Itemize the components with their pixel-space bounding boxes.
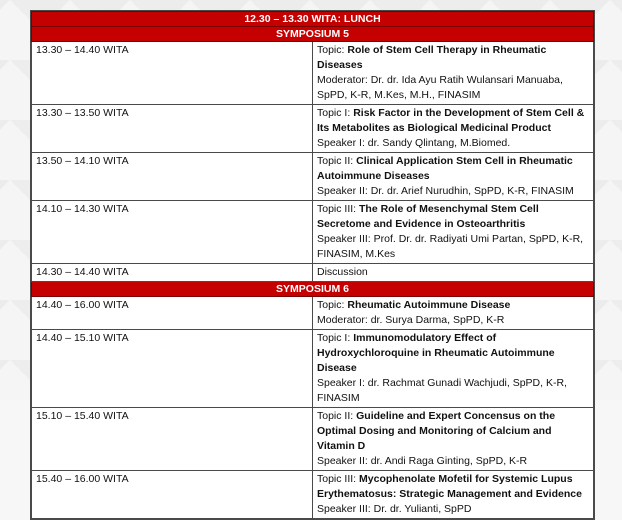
session-time: 14.40 – 15.10 WITA <box>32 330 313 408</box>
topic-prefix: Topic II: <box>317 155 357 167</box>
session-time: 13.30 – 13.50 WITA <box>32 105 313 153</box>
table-row <box>32 471 594 519</box>
topic-title: Immunomodulatory Effect of Hydroxychloroquine in Rheumatic Autoimmune Disease <box>317 332 555 374</box>
table-row <box>32 330 594 408</box>
symposium-5-title: SYMPOSIUM 5 <box>32 27 594 42</box>
topic-title: Rheumatic Autoimmune Disease <box>347 299 511 311</box>
moderator: Moderator: Dr. dr. Ida Ayu Ratih Wulansari Manuaba, SpPD, K-R, M.Kes, M.H., FINASIM <box>317 74 563 101</box>
moderator: Moderator: dr. Surya Darma, SpPD, K-R <box>317 314 505 326</box>
session-time: 15.10 – 15.40 WITA <box>32 408 313 471</box>
symposium-6-header <box>32 282 594 297</box>
session-details <box>313 153 594 201</box>
lunch-banner <box>32 12 594 27</box>
session-details <box>313 297 594 330</box>
session-details <box>313 105 594 153</box>
speaker: Speaker III: Dr. dr. Yulianti, SpPD <box>317 503 472 515</box>
speaker: Speaker III: Prof. Dr. dr. Radiyati Umi Partan, SpPD, K-R, FINASIM, M.Kes <box>317 233 584 260</box>
topic-title: Role of Stem Cell Therapy in Rheumatic Diseases <box>317 44 547 71</box>
table-row <box>32 297 594 330</box>
session-details <box>313 408 594 471</box>
topic-title: Risk Factor in the Development of Stem Cell & Its Metabolites as Biological Medicinal Product <box>317 107 585 134</box>
topic-prefix: Topic I: <box>317 107 354 119</box>
session-details <box>313 330 594 408</box>
topic-title: Clinical Application Stem Cell in Rheumatic Autoimmune Diseases <box>317 155 573 182</box>
topic-prefix: Topic: <box>317 44 348 56</box>
session-details <box>313 471 594 519</box>
topic-title: The Role of Mesenchymal Stem Cell Secretome and Evidence in Osteoarthritis <box>317 203 539 230</box>
table-row <box>32 105 594 153</box>
speaker: Speaker I: dr. Rachmat Gunadi Wachjudi, SpPD, K-R, FINASIM <box>317 377 567 404</box>
speaker: Speaker II: Dr. dr. Arief Nurudhin, SpPD, K-R, FINASIM <box>317 185 574 197</box>
speaker: Speaker I: dr. Sandy Qlintang, M.Biomed. <box>317 137 511 149</box>
speaker: Speaker II: dr. Andi Raga Ginting, SpPD, K-R <box>317 455 528 467</box>
session-time: 13.50 – 14.10 WITA <box>32 153 313 201</box>
session-time: 15.40 – 16.00 WITA <box>32 471 313 519</box>
session-time: 13.30 – 14.40 WITA <box>32 42 313 105</box>
topic-prefix: Topic III: <box>317 203 360 215</box>
session-time: 14.30 – 14.40 WITA <box>32 264 313 282</box>
session-details <box>313 42 594 105</box>
symposium-5-header <box>32 27 594 42</box>
topic-prefix: Topic III: <box>317 473 360 485</box>
schedule-table <box>30 10 595 520</box>
topic-title: Mycophenolate Mofetil for Systemic Lupus Erythematosus: Strategic Management and Evidence <box>317 473 582 500</box>
session-details <box>313 201 594 264</box>
session-time: 14.40 – 16.00 WITA <box>32 297 313 330</box>
table-row <box>32 264 594 282</box>
table-row <box>32 153 594 201</box>
table-row <box>32 408 594 471</box>
table-row <box>32 201 594 264</box>
session-details <box>313 264 594 282</box>
symposium-6-title: SYMPOSIUM 6 <box>32 282 594 297</box>
topic-prefix: Topic I: <box>317 332 354 344</box>
discussion-label: Discussion <box>317 266 368 278</box>
session-time: 14.10 – 14.30 WITA <box>32 201 313 264</box>
topic-prefix: Topic: <box>317 299 348 311</box>
lunch-label: 12.30 – 13.30 WITA: LUNCH <box>32 12 594 27</box>
table-row <box>32 42 594 105</box>
topic-title: Guideline and Expert Concensus on the Optimal Dosing and Monitoring of Calcium and Vitamin D <box>317 410 556 452</box>
topic-prefix: Topic II: <box>317 410 357 422</box>
